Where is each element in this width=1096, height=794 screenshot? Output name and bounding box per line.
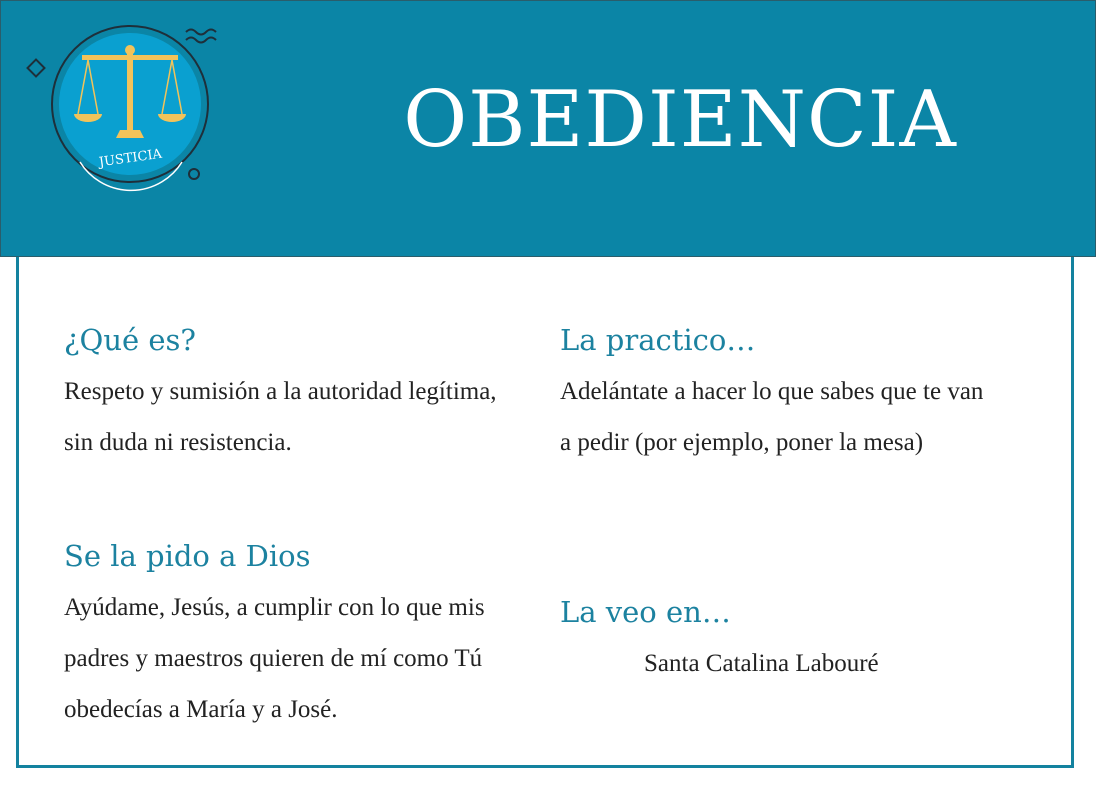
section-practice [560, 318, 990, 468]
section-body: Adelántate a hacer lo que sabes que te van a pedir (por ejemplo, poner la mesa) [560, 378, 984, 456]
section-body: Respeto y sumisión a la autoridad legítima, sin duda ni resistencia. [64, 378, 497, 456]
section-heading: La veo en… [560, 595, 731, 629]
section-what [64, 318, 524, 468]
page-title: OBEDIENCIA [403, 75, 957, 165]
section-body: Ayúdame, Jesús, a cumplir con lo que mis padres y maestros quieren de mí como Tú obedecías a María y a José. [64, 594, 485, 723]
logo-text: JUSTICIA [98, 146, 163, 171]
section-heading: ¿Qué es? [64, 323, 196, 357]
section-heading: Se la pido a Dios [64, 539, 311, 573]
section-body: Santa Catalina Labouré [644, 650, 879, 677]
section-heading: La practico… [560, 323, 756, 357]
section-prayer [64, 534, 524, 735]
section-example [560, 590, 990, 689]
header-banner [0, 0, 1096, 257]
